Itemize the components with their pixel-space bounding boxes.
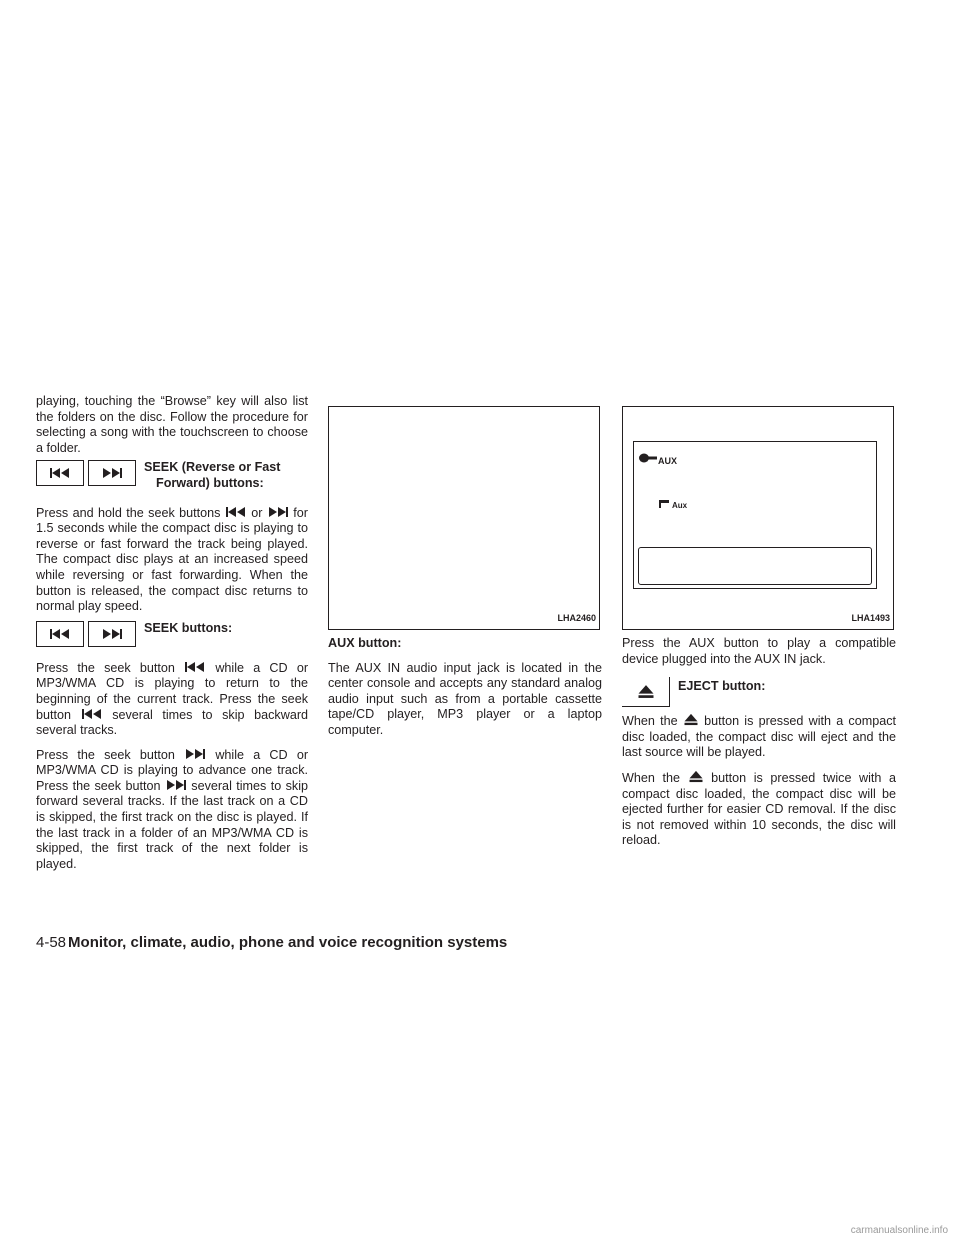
- seek-forward-button-illustration: [88, 621, 136, 647]
- seek-reverse-button-illustration: [36, 621, 84, 647]
- hold-seek-paragraph: [36, 506, 308, 615]
- eject-icon: [683, 713, 699, 726]
- eject-p2-a: When the: [622, 770, 680, 785]
- seek-forward-icon: [101, 467, 123, 479]
- eject-p1-b: button is pressed with a compact disc loaded, the compact disc will eject and the last source will be played.: [622, 714, 897, 760]
- figure-label: LHA1493: [851, 613, 890, 624]
- watermark: carmanualsonline.info: [850, 1225, 948, 1236]
- seek-reverse-icon: [49, 628, 71, 640]
- eject-icon: [688, 770, 704, 783]
- seek-reverse-icon: [225, 506, 247, 518]
- screen-source-label: Aux: [672, 501, 688, 510]
- eject-p2-b: button is pressed twice with a compact disc loaded, the compact disc will be ejected further for easier CD removal. If the disc is not removed within 10 seconds, the disc will reload.: [622, 770, 897, 848]
- seek-p1-a: Press the seek button: [36, 660, 175, 675]
- seek-p2-a: Press the seek button: [36, 747, 175, 762]
- eject-icon: [637, 684, 655, 699]
- seek-button-row: [36, 621, 308, 647]
- aux-play-paragraph: Press the AUX button to play a compatible device plugged into the AUX IN jack.: [622, 636, 896, 666]
- eject-heading: EJECT button:: [678, 679, 766, 694]
- seek-p2-b: while a CD or MP3/WMA CD is playing to advance one track. Press the seek button: [36, 747, 309, 793]
- seek-reverse-icon: [81, 708, 103, 720]
- figure-aux-jack: [328, 406, 600, 630]
- seek-p1-b: while a CD or MP3/WMA CD is playing to return to the beginning of the current track. Press the seek button: [36, 660, 309, 722]
- eject-button-illustration: [622, 677, 670, 707]
- eject-paragraph-1: [622, 713, 896, 761]
- figure-aux-screen: [622, 406, 894, 630]
- column-right: [622, 394, 896, 849]
- column-middle: [328, 394, 602, 739]
- page-footer: [36, 934, 507, 952]
- hold-text-a: Press and hold the seek buttons: [36, 505, 221, 520]
- hold-text-or: or: [251, 505, 263, 520]
- hold-text-b: for 1.5 seconds while the compact disc is playing to reverse or fast forward the track being played. The compact disc plays at an increased speed while reversing or fast forwarding. When the button is released, the compact disc returns to normal play speed.: [36, 505, 308, 614]
- screen-title: AUX: [658, 456, 678, 466]
- figure-label: LHA2460: [557, 613, 596, 624]
- column-left: [36, 394, 308, 872]
- seek-forward-icon: [101, 628, 123, 640]
- seek-reverse-icon: [49, 467, 71, 479]
- eject-heading-row: [622, 677, 896, 707]
- aux-plug-icon: [638, 452, 658, 464]
- seek-reverse-button-illustration: [36, 460, 84, 486]
- intro-paragraph: playing, touching the “Browse” key will also list the folders on the disc. Follow the procedure for selecting a song with the touchscreen to choose a folder.: [36, 394, 308, 455]
- eject-p1-a: When the: [622, 714, 678, 729]
- seek-forward-button-illustration: [88, 460, 136, 486]
- seek-fast-button-row: [36, 460, 308, 491]
- page-number: 4-58: [36, 934, 67, 951]
- seek-forward-icon: [184, 748, 206, 760]
- seek-forward-icon: [267, 506, 289, 518]
- section-title: Monitor, climate, audio, phone and voice recognition systems: [68, 934, 508, 951]
- seek-reverse-icon: [184, 661, 206, 673]
- seek-buttons-heading: SEEK buttons:: [144, 620, 233, 635]
- seek-back-paragraph: [36, 661, 308, 739]
- aux-display-screen: [633, 441, 877, 589]
- aux-paragraph: The AUX IN audio input jack is located in the center console and accepts any standard analog audio input such as from a portable cassette tape/CD player, MP3 player or a laptop computer.: [328, 660, 602, 737]
- seek-p1-c: several times to skip backward several tracks.: [36, 707, 309, 738]
- aux-heading: AUX button:: [328, 636, 402, 650]
- eject-paragraph-2: [622, 770, 896, 849]
- aux-jack-icon: [658, 499, 670, 509]
- seek-fast-heading-line1: SEEK (Reverse or Fast: [144, 460, 281, 475]
- seek-p2-c: several times to skip forward several tracks. If the last track on a CD is skipped, the first track on the disc is played. If the last track in a folder of an MP3/WMA CD is skipped, the first track of the next folder is played.: [36, 778, 309, 871]
- screen-bottom-bar: [638, 547, 872, 585]
- seek-forward-icon: [165, 779, 187, 791]
- seek-forward-paragraph: [36, 748, 308, 873]
- seek-fast-heading-line2: Forward) buttons:: [156, 475, 264, 490]
